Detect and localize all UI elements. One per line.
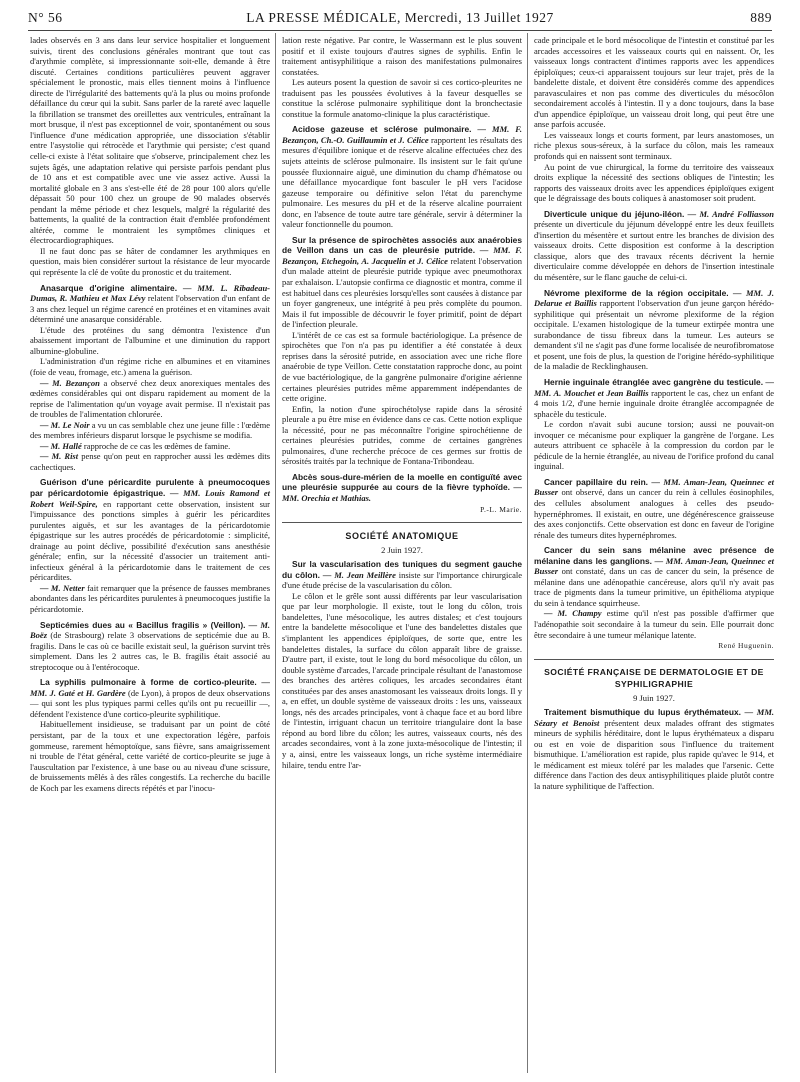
- article-heading: Acidose gazeuse et sclérose pulmonaire.: [292, 124, 472, 135]
- article-heading: La syphilis pulmonaire à forme de cortico-pleurite.: [40, 677, 257, 688]
- article-authors: — MM. Orechia et Mathias.: [282, 482, 522, 503]
- article-heading: Diverticule unique du jéjuno-iléon.: [544, 208, 685, 219]
- article-authors: — MM. A. Mouchet et Jean Baillis: [534, 376, 775, 398]
- paragraph: Habituellement insidieuse, se traduisant par un point de côté persistant, par de la toux et une expectoration légère, parfois gommeuse, rarement hémoptoïque, sans fièvre, sans amaigrissement ni trouble de l'état général, cette variété de cortico-pleurite se juge à l'auscultation par l'existence, à une base ou au niveau d'une scissure, de bruissements mêlés à des râles congestifs. La recherche du bacille de Koch par les examens directs répétés et par l'inocu-: [30, 719, 270, 793]
- article-hernie: [534, 377, 774, 419]
- article-text: relatent l'observation d'un enfant de 3 ans chez lequel un régime carencé en protéines et en vitamines avait déterminé une anasarque considérable.: [30, 293, 270, 325]
- section-rule: [282, 522, 522, 523]
- comment-author: — M. Champy: [544, 608, 602, 619]
- article-text: rapportent le cas, chez un enfant de 4 mois 1/2, d'une hernie inguinale droite étranglée accompagnée de sphacèle du testicule.: [534, 387, 775, 419]
- article-authors: — MM. J. Delarue et Baillis: [534, 287, 775, 309]
- comment: [30, 441, 270, 452]
- paragraph: L'intérêt de ce cas est sa formule bactériologique. La présence de spirochètes que l'on n'a pas pu identifier a été constatée à deux reprises dans la sérosité putride, en association avec une riche flore anaérobie de type Veillon. Cette constatation rapproche donc, au point de vue bactériologique, de la gangrène pulmonaire d'origine aérienne certaines pleurésies putrides même apparemment indépendantes de cette origine.: [282, 329, 522, 404]
- article-authors: — M. Boëz: [30, 619, 270, 641]
- article-heading: Hernie inguinale étranglée avec gangrène du testicule.: [544, 376, 764, 387]
- paragraph: lades observés en 3 ans dans leur service hospitalier et longuement suivis, tirent des conclusions générales montrant que tout cas d'arythmie complète, si impressionnante soit-elle, demande à être discuté. Certaines conditions particulières peuvent aggraver spécialement le pronostic, mais elles tiennent moins à l'influence directe de l'irrégularité des battements qu'à la plus ou moins profonde défaillance du cœur qui la subit. Sans parler de la rareté avec laquelle la fibrillation se transmet des oreillettes aux ventricules, entraînant la mort brusque, il n'est pas exceptionnel de voir, spontanément ou sous l'influence d'une médication appropriée, une dissociation s'établir entre l'asystolie qui rétrocède et l'arythmie qui persiste; c'est quand celle-ci existe à l'état solitaire que s'observe, principalement chez les sujets âgés, une adaptation relative qui persiste parfois pendant plus de 10 ans et est compatible avec une vie assez active. Aussi la mortalité globale en 3 ans s'est-elle été de 28 pour 100 alors qu'elle dépassait 50 pour 100 chez un groupe de 90 malades observés pendant la même période et chez lesquels, malgré la régularité des battements, la qualité de la contraction était d'emblée profondément altérée, comme le montraient les symptômes cliniques et électrocardiographiques.: [30, 35, 270, 246]
- paragraph: Les auteurs posent la question de savoir si ces cortico-pleurites ne traduisent pas les poussées évolutives à la faveur desquelles se constitue la sclérose pulmonaire syphilitique dont la bronchectasie constitue la formule anatomo-clinique la plus caractéristique.: [282, 77, 522, 119]
- column-1: [30, 35, 270, 793]
- article-pericardite: [30, 477, 270, 582]
- paragraph: Enfin, la notion d'une spirochétolyse rapide dans la sérosité pleurale a pu être mise en évidence dans ce cas. Cette notion explique la nécessité, pour ne pas méconnaître l'origine spirochétienne de certaines pleurésies putrides, comme de certaines gangrènes pulmonaires, d'une recherche précoce de ces germes sur frottis de sérosités traités par la technique de Fontana-Tribondeau.: [282, 403, 522, 467]
- article-cancer-sein: [534, 545, 774, 608]
- comment: [30, 420, 270, 441]
- article-text: présente un diverticule du jéjunum développé entre les deux feuillets d'insertion du mésentère et surtout entre les branches de division des vaisseaux droits. Cette disposition est conforme à la description classique, alors que des travaux récents décrivent la hernie diverticulaire comme développée en dehors de l'insertion intestinale du mésentère, sur le flanc gauche de celui-ci.: [534, 219, 774, 283]
- article-text: relatent l'observation d'un malade atteint de pleurésie putride typique avec pneumothorax par exhalaison. L'autopsie confirma ce diagnostic et montra, comme il est habituel dans ces pleurésies lorsqu'elles sont causées à distance par un foyer gangreneux, une intégrité à peu près complète du poumon. Mais il fut impossible de découvrir le foyer primitif, point de départ de l'infection pleurale.: [282, 255, 522, 330]
- page-number: 889: [750, 10, 772, 25]
- article-diverticule: [534, 209, 774, 283]
- section-heading: SOCIÉTÉ FRANÇAISE DE DERMATOLOGIE ET DE SYPHILIGRAPHIE: [544, 666, 764, 689]
- article-anasarque: [30, 283, 270, 325]
- article-cancer-rein: [534, 477, 774, 540]
- article-acidose: [282, 124, 522, 229]
- paragraph: cade principale et le bord mésocolique de l'intestin et constitué par les arcades accessoires et les vaisseaux courts qui en naissent. Or, les vaisseaux longs contractent d'intimes rapports avec les appendices épiploïques; ceux-ci apparaissent toujours sur leur trajet, près de la bandelette distale, et doivent être considérés comme des appendices paravasculaires et non pas comme des diverticules du mésocôlon secondairement accolés à l'intestin. Il y a donc toujours, dans la base d'un appendice épiploïque, un vaisseau droit long, qui peut être une anse parfois accusée.: [534, 35, 774, 130]
- paragraph: Le cordon n'avait subi aucune torsion; aussi ne pouvait-on invoquer ce mécanisme pour expliquer la gangrène de l'organe. Les auteurs attribuent ce sphacèle à la compression du cordon par le pédicule de la hernie étranglée, au niveau de l'orifice profond du canal inguinal.: [534, 419, 774, 472]
- paragraph: L'étude des protéines du sang démontra l'existence d'un abaissement important de l'albumine et une diminution du rapport albumine-globuline.: [30, 324, 270, 356]
- journal-title: LA PRESSE MÉDICALE, Mercredi, 13 Juillet 1927: [246, 10, 554, 25]
- page-header: [28, 6, 772, 28]
- article-text: présentent deux malades offrant des stigmates mineurs de syphilis héréditaire, dont le lupus érythémateux a disparu ou est en voie de disparition sous l'influence du traitement bismuthique. L'amélioration est rapide, plus rapide qu'avec le 914, et le médicament est mieux toléré par les malades que l'arsenic. Cette différence dans l'action des deux antisyphilitiques plaide plutôt contre la nature syphilitique de l'affection.: [534, 717, 774, 791]
- article-heading: Septicémies dues au « Bacillus fragilis » (Veillon).: [40, 619, 246, 630]
- comment-text: a vu un cas semblable chez une jeune fille : l'œdème des membres inférieurs disparut lorsque le psychisme se modifia.: [30, 419, 270, 441]
- comment-author: — M. Bezançon: [40, 377, 100, 388]
- paragraph: L'administration d'un régime riche en albumines et en vitamines (foie de veau, fromage, etc.) amena la guérison.: [30, 356, 270, 377]
- section-date: 2 Juin 1927.: [381, 544, 423, 555]
- comment: [30, 583, 270, 615]
- column-divider: [275, 33, 276, 1073]
- article-heading: Cancer papillaire du rein.: [544, 476, 649, 487]
- article-heading: Abcès sous-dure-mérien de la moelle en contiguïté avec une pleurésie suppurée au cours de la fièvre typhoïde.: [282, 471, 522, 493]
- article-authors: — MM. Louis Ramond et Robert Weil-Spire,: [30, 487, 271, 509]
- comment-text: a observé chez deux anorexiques mentales des œdèmes considérables qui ont disparu rapidement au moment de la reprise de l'alimentation qu'un voyage avait permise. Il n'existait pas de troubles de l'alimentation chlorurée.: [30, 377, 270, 420]
- article-text: (de Lyon), à propos de deux observations — qui sont les plus typiques parmi celles qu'ils ont pu recueillir —, défendent l'existence d'une cortico-pleurite syphilitique.: [30, 687, 270, 719]
- article-text: ont constaté, dans un cas de cancer du sein, la présence de mélanine dans une adénopathie cancéreuse, alors qu'il n'y avait pas trace de pigments dans la tumeur primitive, un épithélioma atypique du sein à tendance squirrheuse.: [534, 566, 774, 608]
- article-text: ont observé, dans un cancer du rein à cellules éosinophiles, des cellules absolument analogues à celles des pseudo-hypernéphromes. Il existait, en outre, une dégénérescence graisseuse des axes conjonctifs. Cette observation est donc en faveur de l'origine rénale des tumeurs dites hypernéphromes.: [534, 487, 774, 540]
- issue-number: N° 56: [28, 10, 63, 25]
- article-authors: — MM. Aman-Jean, Queinnec et Busser: [534, 476, 774, 498]
- comment: [534, 608, 774, 640]
- comment-text: fait remarquer que la présence de fausses membranes abondantes dans les péricardites purulentes à pneumocoques justifie la péricardotomie.: [30, 582, 271, 614]
- comment-text: rapproche de ce cas les œdèmes de famine.: [81, 440, 231, 451]
- article-spirochetes: [282, 235, 522, 330]
- signature: P.-L. Marie.: [480, 504, 522, 514]
- column-2: [282, 35, 522, 770]
- article-nevrome: [534, 288, 774, 372]
- paragraph: lation reste négative. Par contre, le Wassermann est le plus souvent positif et il existe toujours d'autres signes de syphilis. Enfin le traitement antisyphilitique a raison des manifestations pulmonaires constatées.: [282, 35, 522, 77]
- article-authors: — M. Jean Meillère: [322, 569, 396, 580]
- header-rule: [28, 30, 772, 31]
- section-heading: SOCIÉTÉ ANATOMIQUE: [345, 531, 459, 542]
- comment-text: pense qu'on peut en rapprocher aussi les œdèmes dits cachectiques.: [30, 451, 270, 472]
- article-text: en rapportant cette observation, insistent sur l'impuissance des ponctions simples à guérir les péricardites purulentes aiguës, et sur les avantages de la péricardotomie épigastrique sur les autres procédés de péricardotomie : simplicité, drainage au point déclive, possibilité d'exécution sans anesthésie générale; enfin, sur la nécessité d'associer un traitement anti-infectieux général à la péricardotomie dans le traitement de ces péricardites.: [30, 498, 270, 583]
- comment: [30, 451, 270, 472]
- article-syphilis-pulmonaire: [30, 677, 270, 719]
- article-septicemies: [30, 620, 270, 673]
- paragraph: Les vaisseaux longs et courts forment, par leurs anastomoses, un riche plexus sous-séreux, à la surface du côlon, mais les rameaux profonds qui en naissent sont terminaux.: [534, 129, 774, 162]
- article-authors: — MM. Aman-Jean, Queinnec et Busser: [534, 555, 774, 577]
- article-authors: — M. André Folliasson: [687, 208, 775, 219]
- article-heading: Sur la vascularisation des tuniques du segment gauche du côlon.: [282, 559, 522, 580]
- article-heading: Traitement bismuthique du lupus érythémateux.: [544, 707, 741, 718]
- article-text: insiste sur l'importance chirurgicale d'une étude précise de la vascularisation du côlon.: [282, 569, 523, 591]
- article-authors: — MM. F. Bezançon, Ch.-O. Guillaumin et J. Célice: [282, 124, 522, 145]
- article-text: rapportent les résultats des mesures d'équilibre ionique et de réserve alcaline effectuées chez des sujets atteints de sclérose pulmonaire. Ils insistent sur le fait qu'une poussée fluxionnaire aiguë, une diminution du champ d'hématose ou une défaillance myocardique font basculer le pH vers l'acidose gazeuse temporaire ou définitive selon l'état du parenchyme pulmonaire. Les mesures du pH et de la réserve alcaline pourraient donc, en l'absence de toute autre tare générale, servir à déterminer la valeur fonctionnelle du poumon.: [282, 134, 523, 230]
- comment-author: — M. Rist: [40, 451, 79, 462]
- paragraph: Au point de vue chirurgical, la forme du territoire des vaisseaux droits explique la nécessité des sections obliques de l'intestin; les rapports des vaisseaux droits avec les appendices épiploïques exigent que le dégraissage des bouts coliques à anastomoser soit prudent.: [534, 161, 774, 204]
- article-authors: — MM. L. Ribadeau-Dumas, R. Mathieu et Max Lévy: [30, 282, 271, 304]
- article-heading: Cancer du sein sans mélanine avec présence de mélanine dans les ganglions.: [534, 545, 774, 566]
- section-rule: [534, 659, 774, 660]
- paragraph: Il ne faut donc pas se hâter de condamner les arythmiques en question, mais bien considérer surtout la résistance de leur myocarde qui représente la clé de voûte du pronostic et du traitement.: [30, 245, 270, 278]
- article-authors: — MM. Sézary et Benoist: [534, 707, 775, 728]
- comment: [30, 378, 270, 420]
- signature: René Huguenin.: [718, 641, 774, 651]
- column-divider: [527, 33, 528, 1073]
- section-date: 9 Juin 1927.: [633, 692, 675, 703]
- article-heading: Anasarque d'origine alimentaire.: [40, 282, 178, 293]
- article-heading: Névrome plexiforme de la région occipitale.: [544, 287, 729, 298]
- comment-author: — M. Netter: [40, 582, 85, 593]
- comment-author: — M. Hallé: [40, 440, 82, 451]
- article-authors: — MM. J. Gaté et H. Gardère: [30, 677, 271, 698]
- article-heading: Sur la présence de spirochètes associés aux anaérobies de Veillon dans un cas de pleurésie putride.: [282, 234, 522, 256]
- article-vascularisation: [282, 559, 522, 591]
- article-heading: Guérison d'une péricardite purulente à pneumocoques par péricardotomie épigastrique.: [30, 477, 270, 498]
- article-lupus: [534, 707, 774, 791]
- article-abces: [282, 472, 522, 504]
- article-authors: — MM. F. Bezançon, Etchegoin, A. Jacquelin et J. Célice: [282, 245, 522, 266]
- article-text: rapportent l'observation d'un jeune garçon hérédo-syphilitique qui présentait un névrome plexiforme de la région occipitale. L'examen histologique de la tumeur extirpée montra une surabondance de tissu fibreux dans la tumeur. Les auteurs se demandent s'il ne s'agit pas d'une forme localisée de neurofibromatose et posent, une fois de plus, la question de l'origine hérédo-syphilitique de la maladie de Recklinghausen.: [534, 298, 774, 372]
- comment-text: estime qu'il n'est pas possible d'affirmer que l'adénopathie soit secondaire à la tumeur du sein. Elle pourrait donc être secondaire à une tumeur mélanique latente.: [534, 608, 774, 640]
- paragraph: Le côlon et le grêle sont aussi différents par leur vascularisation que par leur morphologie. Il existe, tout le long du côlon, trois bandelettes, l'une mésocolique, les autres distales; et c'est toujours entre la bandelette mésocolique et l'une des bandelettes distales que s'implantent les appendices épiploïques, de sorte que, entre les bandelettes distales, la surface du côlon apparaît libre de graisse. D'autre part, il existe, tout le long du bord mésocolique du côlon, un double système d'arcades, l'arcade principale résultant de l'anastomose des branches des artères coliques, les arcades secondaires étant constituées par des anses anastomosant les vaisseaux droits longs. Il y a, en effet, un double système de vaisseaux droits : les uns, vaisseaux longs, nés des arcades principales, vont à chaque face et au bord libre de l'intestin, irriguant chacun un territoire triangulaire dont la base répond au bord libre du côlon; les autres, vaisseaux courts, nés des arcades secondaires, vont à la zone juxta-mésocolique de l'intestin; il y a, ainsi, entre les vaisseaux longs, un riche système intermédiaire hilaire, tendu entre l'ar-: [282, 590, 522, 770]
- column-3: [534, 35, 774, 792]
- article-text: (de Strasbourg) relate 3 observations de septicémie due au B. fragilis. Dans le cas où ce bacille existait seul, la guérison survint très simplement. Dans les 2 autres cas, le B. fragilis était associé au streptocoque ou à l'entérocoque.: [30, 630, 270, 672]
- comment-author: — M. Le Noir: [40, 419, 90, 430]
